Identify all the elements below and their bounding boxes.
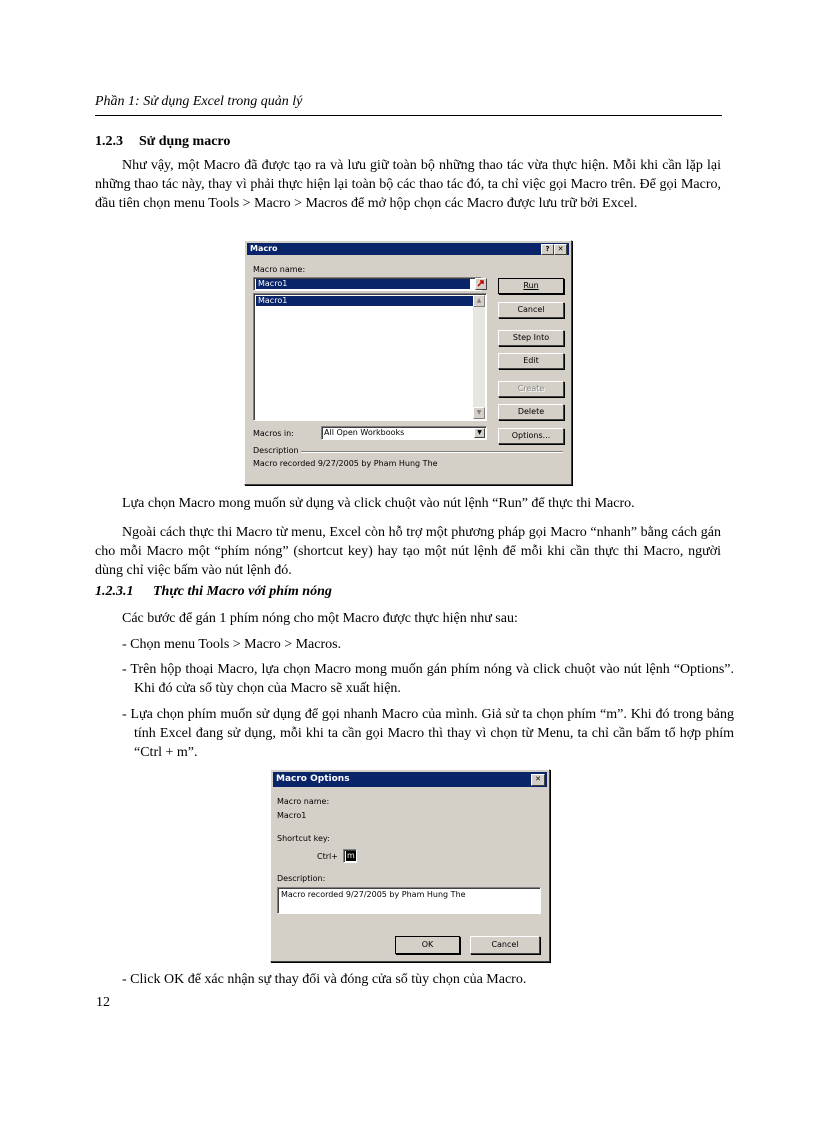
shortcut-key-label: Shortcut key:: [277, 834, 330, 843]
options-name-value: Macro1: [277, 811, 307, 820]
scrollbar[interactable]: [473, 295, 485, 419]
macros-in-value: All Open Workbooks: [324, 428, 405, 437]
header-rule: [95, 115, 722, 116]
scroll-down-icon[interactable]: ▼: [473, 407, 485, 419]
page-number: 12: [96, 995, 110, 1010]
description-text: Macro recorded 9/27/2005 by Pham Hung The: [253, 459, 438, 468]
subsection-title: Thực thi Macro với phím nóng: [153, 584, 332, 599]
macros-in-select[interactable]: [321, 426, 487, 440]
create-button[interactable]: Create: [498, 381, 564, 397]
section-title: Sử dụng macro: [139, 134, 231, 149]
description-textarea[interactable]: [277, 887, 541, 914]
section-heading: [95, 134, 230, 150]
options-button[interactable]: Options...: [498, 428, 564, 444]
shortcut-key-value: m: [347, 851, 355, 860]
chevron-down-icon[interactable]: ▼: [474, 428, 485, 438]
description-divider: [301, 451, 563, 453]
list-item: - Click OK để xác nhận sự thay đổi và đóng cửa sổ tùy chọn của Macro.: [122, 972, 527, 987]
close-icon[interactable]: ✕: [554, 244, 567, 255]
macros-in-label: Macros in:: [253, 429, 294, 438]
cancel-button[interactable]: Cancel: [470, 936, 540, 954]
close-icon[interactable]: ✕: [531, 774, 545, 786]
macro-name-label: Macro name:: [253, 265, 306, 274]
subsection-heading: [95, 584, 332, 600]
macro-name-input[interactable]: [253, 277, 482, 291]
macro-dialog: [244, 240, 572, 485]
intro-paragraph: Như vậy, một Macro đã được tạo ra và lưu giữ toàn bộ những thao tác vừa thực hiện. Mỗi khi cần lặp lại những thao tác này, thay vì phải thực hiện lại toàn bộ các thao tác đó, ta chỉ việc gọi Macro trên. Để gọi Macro, đầu tiên chọn menu Tools > Macro > Macros để mở hộp chọn các Macro được lưu trữ bởi Excel.: [95, 158, 721, 211]
macro-dialog-title: Macro: [250, 244, 278, 253]
list-item: - Lựa chọn phím muốn sử dụng để gọi nhanh Macro của mình. Giả sử ta chọn phím “m”. Khi đó trong bảng tính Excel đang sử dụng, mỗi khi ta cần gọi Macro thì thay vì chọn từ Menu, ta chỉ cần bấm tổ hợp phím “Ctrl + m”.: [122, 707, 734, 760]
list-item: - Chọn menu Tools > Macro > Macros.: [122, 637, 342, 652]
ok-button[interactable]: OK: [395, 936, 460, 954]
run-button[interactable]: Run: [498, 278, 564, 294]
edit-button[interactable]: Edit: [498, 353, 564, 369]
list-item: - Trên hộp thoại Macro, lựa chọn Macro mong muốn gán phím nóng và click chuột vào nút lệnh “Options”. Khi đó cửa sổ tùy chọn của Macro sẽ xuất hiện.: [122, 662, 734, 696]
section-number: 1.2.3: [95, 134, 123, 149]
run-paragraph: Lựa chọn Macro mong muốn sử dụng và click chuột vào nút lệnh “Run” để thực thi Macro.: [122, 496, 635, 511]
macro-name-value: Macro1: [256, 279, 470, 289]
options-dialog-titlebar: [273, 772, 547, 787]
scroll-up-icon[interactable]: ▲: [473, 295, 485, 307]
options-dialog-title: Macro Options: [276, 774, 350, 784]
page-header: Phần 1: Sử dụng Excel trong quản lý: [95, 94, 303, 109]
options-description-label: Description:: [277, 874, 326, 883]
macro-list[interactable]: [253, 293, 487, 421]
description-label: Description: [253, 446, 299, 455]
description-textarea-value: Macro recorded 9/27/2005 by Pham Hung The: [281, 890, 466, 899]
step-into-button[interactable]: Step Into: [498, 330, 564, 346]
delete-button[interactable]: Delete: [498, 404, 564, 420]
steps-intro: Các bước để gán 1 phím nóng cho một Macro được thực hiện như sau:: [122, 611, 518, 626]
shortcut-key-input[interactable]: [343, 849, 357, 863]
macro-dialog-titlebar: [247, 243, 569, 255]
macro-options-dialog: [270, 769, 550, 962]
options-name-label: Macro name:: [277, 797, 330, 806]
subsection-number: 1.2.3.1: [95, 584, 134, 599]
ctrl-label: Ctrl+: [317, 852, 338, 861]
cancel-button[interactable]: Cancel: [498, 302, 564, 318]
list-item[interactable]: Macro1: [256, 296, 473, 306]
red-arrow-icon[interactable]: [475, 278, 487, 290]
help-icon[interactable]: ?: [541, 244, 554, 255]
shortcut-paragraph: Ngoài cách thực thi Macro từ menu, Excel còn hỗ trợ một phương pháp gọi Macro “nhanh” bằng cách gán cho mỗi Macro một “phím nóng” (shortcut key) hay tạo một nút lệnh để mỗi khi cần thực thi Macro, người dùng chỉ việc bấm vào nút lệnh đó.: [95, 525, 721, 578]
